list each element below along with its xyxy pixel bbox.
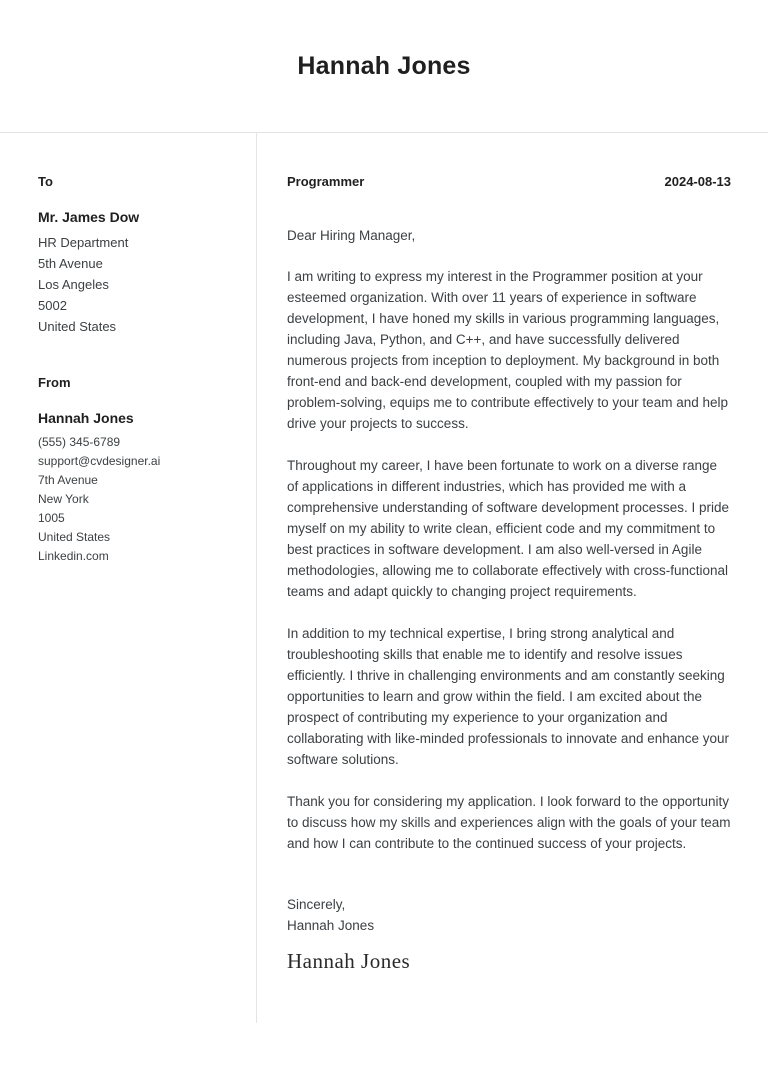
letter-body xyxy=(0,133,768,1023)
recipient-address-line: 5002 xyxy=(38,298,67,313)
from-label: From xyxy=(38,375,71,390)
from-section xyxy=(38,375,236,566)
closing: Sincerely, xyxy=(287,897,346,912)
letter-paragraph: In addition to my technical expertise, I bring strong analytical and troubleshooting skills that enable me to identify and resolve issues efficiently. I thrive in challenging environments and am constantly seeking opportunities to learn and grow within the field. I am excited about the prospect of contributing my experience to your organization and collaborating with like-minded professionals to innovate and enhance your software solutions. xyxy=(287,626,730,767)
sender-email: support@cvdesigner.ai xyxy=(38,454,161,468)
sender-phone: (555) 345-6789 xyxy=(38,435,121,449)
closing-block xyxy=(287,894,731,974)
recipient-address-line: United States xyxy=(38,319,117,334)
recipient-address-line: HR Department xyxy=(38,235,129,250)
salutation: Dear Hiring Manager, xyxy=(287,228,416,243)
applicant-name-title: Hannah Jones xyxy=(297,51,471,80)
sender-address-line: 7th Avenue xyxy=(38,473,98,487)
closing-name: Hannah Jones xyxy=(287,918,375,933)
sender-address-line: United States xyxy=(38,530,111,544)
recipient-address-line: 5th Avenue xyxy=(38,256,103,271)
letter-meta xyxy=(287,174,731,189)
letter-paragraph: Thank you for considering my application. I look forward to the opportunity to discuss how my skills and experiences align with the goals of your team and how I can contribute to the continued success of your projects. xyxy=(287,794,731,851)
sender-name: Hannah Jones xyxy=(38,410,134,426)
to-section xyxy=(38,174,236,337)
letter-main xyxy=(257,133,768,1023)
sender-address-line: 1005 xyxy=(38,511,65,525)
sender-linkedin: Linkedin.com xyxy=(38,549,109,563)
letter-header xyxy=(0,0,768,133)
letter-paragraph: Throughout my career, I have been fortunate to work on a diverse range of applications in different industries, which has provided me with a comprehensive understanding of software development processes. I pride myself on my ability to write clean, efficient code and my commitment to best practices in software development. I am also well-versed in Agile methodologies, allowing me to collaborate effectively with cross-functional teams and adapt quickly to changing project requirements. xyxy=(287,458,729,599)
sender-address-line: New York xyxy=(38,492,89,506)
letter-paragraph: I am writing to express my interest in the Programmer position at your esteemed organization. With over 11 years of experience in software development, I have honed my skills in various programming languages, including Java, Python, and C++, and have successfully delivered numerous projects from inception to deployment. My background in both front-end and back-end development, coupled with my passion for problem-solving, equips me to contribute effectively to your team and help drive your projects to success. xyxy=(287,269,728,431)
letter-date: 2024-08-13 xyxy=(664,174,731,189)
recipient-address-line: Los Angeles xyxy=(38,277,109,292)
to-label: To xyxy=(38,174,53,189)
signature: Hannah Jones xyxy=(287,949,411,973)
job-title: Programmer xyxy=(287,174,365,189)
sidebar xyxy=(0,133,257,1023)
recipient-name: Mr. James Dow xyxy=(38,209,140,225)
